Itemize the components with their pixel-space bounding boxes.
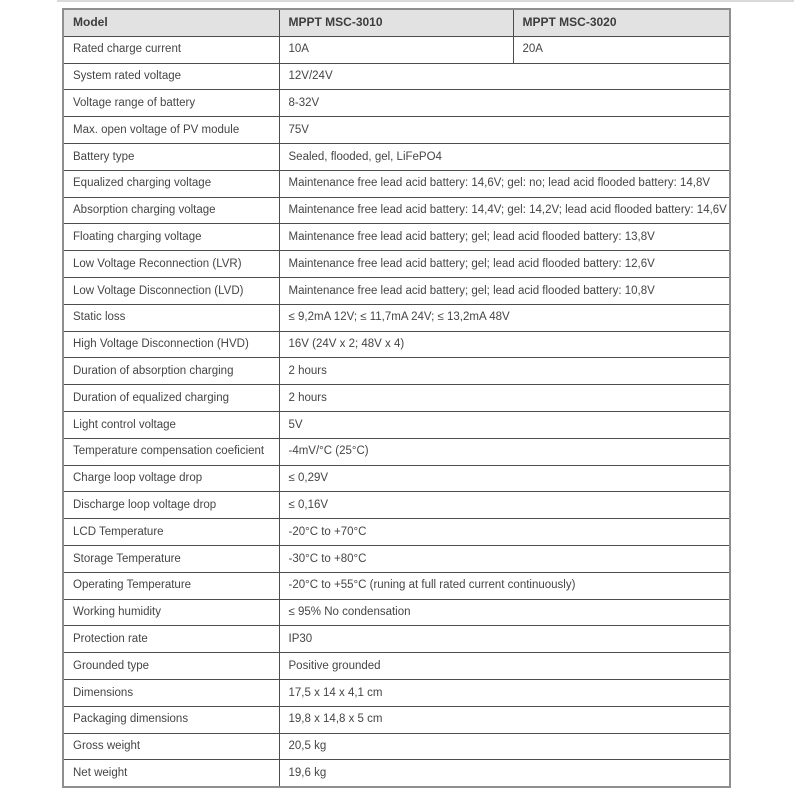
table-row bbox=[63, 465, 730, 492]
spec-value: 8-32V bbox=[279, 90, 730, 117]
spec-label: Working humidity bbox=[63, 599, 279, 626]
spec-label: Discharge loop voltage drop bbox=[63, 492, 279, 519]
table-row bbox=[63, 545, 730, 572]
table-row bbox=[63, 143, 730, 170]
spec-value: 10A bbox=[279, 36, 513, 63]
spec-value: 75V bbox=[279, 117, 730, 144]
table-row bbox=[63, 63, 730, 90]
header-mppt-msc-3010: MPPT MSC-3010 bbox=[279, 9, 513, 36]
spec-label: Packaging dimensions bbox=[63, 706, 279, 733]
spec-value: 2 hours bbox=[279, 385, 730, 412]
spec-table bbox=[62, 8, 731, 788]
spec-label: Light control voltage bbox=[63, 411, 279, 438]
table-row bbox=[63, 304, 730, 331]
spec-label: Operating Temperature bbox=[63, 572, 279, 599]
spec-label: Low Voltage Reconnection (LVR) bbox=[63, 251, 279, 278]
spec-value: Positive grounded bbox=[279, 653, 730, 680]
spec-value: 5V bbox=[279, 411, 730, 438]
spec-value: ≤ 0,16V bbox=[279, 492, 730, 519]
spec-label: Equalized charging voltage bbox=[63, 170, 279, 197]
spec-value: 20,5 kg bbox=[279, 733, 730, 760]
spec-label: Max. open voltage of PV module bbox=[63, 117, 279, 144]
spec-label: LCD Temperature bbox=[63, 519, 279, 546]
spec-value: 12V/24V bbox=[279, 63, 730, 90]
table-row bbox=[63, 572, 730, 599]
spec-value: -20°C to +55°C (runing at full rated current continuously) bbox=[279, 572, 730, 599]
spec-label: Charge loop voltage drop bbox=[63, 465, 279, 492]
table-row bbox=[63, 411, 730, 438]
table-row bbox=[63, 760, 730, 787]
spec-table-body bbox=[63, 36, 730, 787]
table-row bbox=[63, 36, 730, 63]
spec-label: Absorption charging voltage bbox=[63, 197, 279, 224]
table-row bbox=[63, 117, 730, 144]
spec-label: System rated voltage bbox=[63, 63, 279, 90]
table-row bbox=[63, 653, 730, 680]
spec-label: High Voltage Disconnection (HVD) bbox=[63, 331, 279, 358]
spec-value: 17,5 x 14 x 4,1 cm bbox=[279, 679, 730, 706]
spec-value: -4mV/°C (25°C) bbox=[279, 438, 730, 465]
spec-value: 16V (24V x 2; 48V x 4) bbox=[279, 331, 730, 358]
table-row bbox=[63, 90, 730, 117]
table-row bbox=[63, 599, 730, 626]
table-row bbox=[63, 277, 730, 304]
spec-label: Protection rate bbox=[63, 626, 279, 653]
spec-label: Rated charge current bbox=[63, 36, 279, 63]
spec-value: Maintenance free lead acid battery: 14,6V; gel: no; lead acid flooded battery: 14,8V bbox=[279, 170, 730, 197]
spec-value: ≤ 95% No condensation bbox=[279, 599, 730, 626]
table-row bbox=[63, 197, 730, 224]
table-row bbox=[63, 358, 730, 385]
spec-value: Maintenance free lead acid battery: 14,4V; gel: 14,2V; lead acid flooded battery: 14,6V bbox=[279, 197, 730, 224]
spec-label: Voltage range of battery bbox=[63, 90, 279, 117]
spec-value: 2 hours bbox=[279, 358, 730, 385]
top-divider bbox=[57, 0, 794, 2]
header-model: Model bbox=[63, 9, 279, 36]
table-row bbox=[63, 251, 730, 278]
spec-value: ≤ 9,2mA 12V; ≤ 11,7mA 24V; ≤ 13,2mA 48V bbox=[279, 304, 730, 331]
spec-value: ≤ 0,29V bbox=[279, 465, 730, 492]
spec-label: Battery type bbox=[63, 143, 279, 170]
spec-value: Maintenance free lead acid battery; gel; lead acid flooded battery: 12,6V bbox=[279, 251, 730, 278]
table-row bbox=[63, 331, 730, 358]
spec-value: 20A bbox=[513, 36, 730, 63]
spec-value: Maintenance free lead acid battery; gel; lead acid flooded battery: 13,8V bbox=[279, 224, 730, 251]
spec-label: Grounded type bbox=[63, 653, 279, 680]
spec-value: 19,6 kg bbox=[279, 760, 730, 787]
table-row bbox=[63, 438, 730, 465]
spec-value: Maintenance free lead acid battery; gel; lead acid flooded battery: 10,8V bbox=[279, 277, 730, 304]
header-mppt-msc-3020: MPPT MSC-3020 bbox=[513, 9, 730, 36]
table-row bbox=[63, 224, 730, 251]
spec-label: Dimensions bbox=[63, 679, 279, 706]
spec-label: Temperature compensation coeficient bbox=[63, 438, 279, 465]
spec-value: IP30 bbox=[279, 626, 730, 653]
spec-label: Duration of equalized charging bbox=[63, 385, 279, 412]
table-row bbox=[63, 519, 730, 546]
spec-value: 19,8 x 14,8 x 5 cm bbox=[279, 706, 730, 733]
table-row bbox=[63, 492, 730, 519]
table-row bbox=[63, 170, 730, 197]
spec-value: -20°C to +70°C bbox=[279, 519, 730, 546]
table-row bbox=[63, 733, 730, 760]
header-row bbox=[63, 9, 730, 36]
table-row bbox=[63, 626, 730, 653]
spec-label: Floating charging voltage bbox=[63, 224, 279, 251]
spec-label: Gross weight bbox=[63, 733, 279, 760]
spec-label: Storage Temperature bbox=[63, 545, 279, 572]
spec-value: Sealed, flooded, gel, LiFePO4 bbox=[279, 143, 730, 170]
table-row bbox=[63, 385, 730, 412]
spec-label: Static loss bbox=[63, 304, 279, 331]
spec-value: -30°C to +80°C bbox=[279, 545, 730, 572]
table-row bbox=[63, 706, 730, 733]
spec-label: Net weight bbox=[63, 760, 279, 787]
spec-label: Low Voltage Disconnection (LVD) bbox=[63, 277, 279, 304]
spec-label: Duration of absorption charging bbox=[63, 358, 279, 385]
table-row bbox=[63, 679, 730, 706]
